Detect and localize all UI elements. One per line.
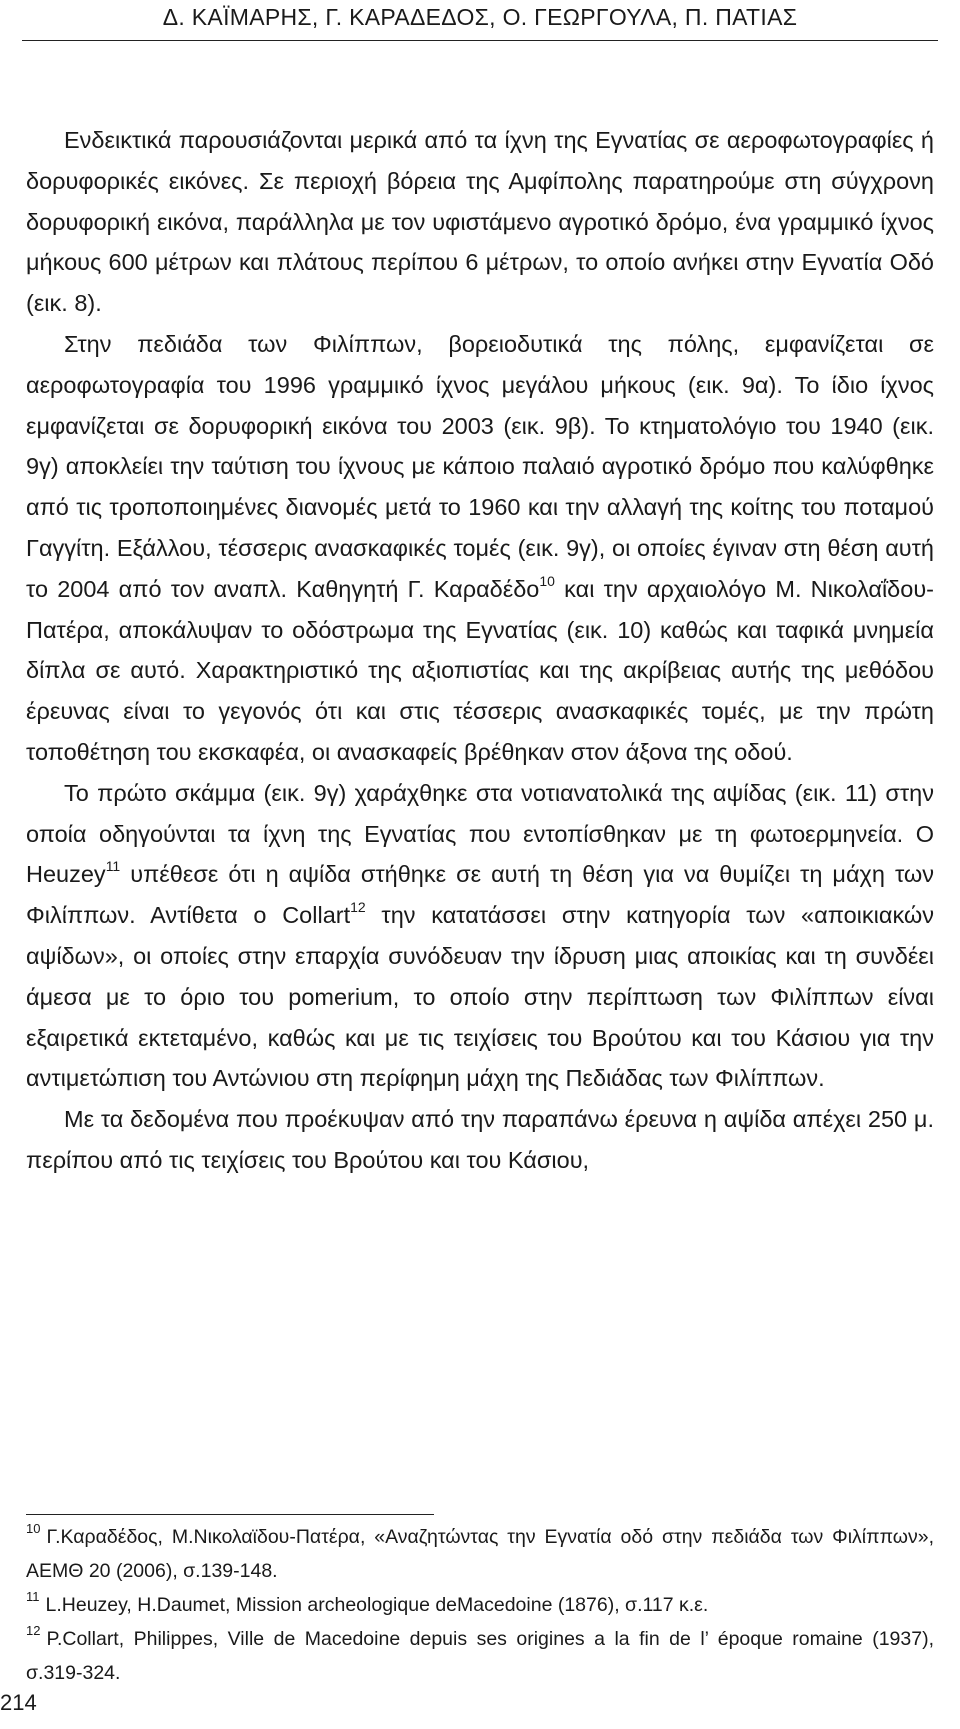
footnote-text: P.Collart, Philippes, Ville de Macedoine depuis ses origines a la fin de l’ époque romaine (1937), σ.319-324. (26, 1628, 934, 1684)
footnotes (26, 1520, 934, 1690)
footnote-ref-11: 11 (105, 858, 121, 875)
running-title: Δ. ΚΑΪΜΑΡΗΣ, Γ. ΚΑΡΑΔΕΔΟΣ, Ο. ΓΕΩΡΓΟΥΛΑ, Π. ΠΑΤΙΑΣ (162, 4, 798, 30)
footnote-text: Γ.Καραδέδος, Μ.Νικολαϊδου-Πατέρα, «Αναζητώντας την Εγνατία οδό στην πεδιάδα των Φιλίππων», ΑΕΜΘ 20 (2006), σ.139-148. (26, 1526, 934, 1582)
running-header (22, 0, 938, 41)
page-number: 214 (0, 1690, 37, 1715)
footnote-number: 12 (26, 1623, 41, 1638)
paragraph-4: Με τα δεδομένα που προέκυψαν από την παραπάνω έρευνα η αψίδα απέχει 250 μ. περίπου από τις τειχίσεις του Βρούτου και του Κάσιου, (26, 1106, 934, 1173)
paragraph-1: Ενδεικτικά παρουσιάζονται μερικά από τα ίχνη της Εγνατίας σε αεροφωτογραφίες ή δορυφορικές εικόνες. Σε περιοχή βόρεια της Αμφίπολης παρατηρούμε στη σύγχρονη δορυφορική εικόνα, παράλληλα με τον υφιστάμενο αγροτικό δρόμο, ένα γραμμικό ίχνος μήκους 600 μέτρων και πλάτους περίπου 6 μέτρων, το οποίο ανήκει στην Εγνατία Οδό (εικ. 8). (26, 127, 934, 317)
footnote-separator (26, 1514, 434, 1515)
paragraph-3-text-b: υπέθεσε ότι η αψίδα στήθηκε σε αυτή τη θέση για να θυμίζει τη μάχη των Φιλίππων. Αντίθετα ο Collart (26, 861, 934, 929)
paragraph-3-text-a: Το πρώτο σκάμμα (εικ. 9γ) χαράχθηκε στα νοτιανατολικά της αψίδας (εικ. 11) στην οποία οδηγούνται τα ίχνη της Εγνατίας που εντοπίσθηκαν με τη φωτοερμηνεία. Ο Heuzey (26, 779, 934, 888)
paragraph-2 (26, 324, 934, 773)
footnote (26, 1622, 934, 1690)
paragraph-2-text-b: και την αρχαιολόγο Μ. Νικολαΐδου-Πατέρα, αποκάλυψαν το οδόστρωμα της Εγνατίας (εικ. 10) καθώς και ταφικά μνημεία δίπλα σε αυτό. Χαρακτηριστικό της αξιοπιστίας και της ακρίβειας αυτής της μεθόδου έρευνας είναι το γεγονός ότι και στις τέσσερις ανασκαφικές τομές, με την πρώτη τοποθέτηση του εκσκαφέα, οι ανασκαφείς βρέθηκαν στον άξονα της οδού. (26, 575, 934, 765)
paragraph-2-text-a: Στην πεδιάδα των Φιλίππων, βορειοδυτικά της πόλης, εμφανίζεται σε αεροφωτογραφία του 1996 γραμμικό ίχνος μεγάλου μήκους (εικ. 9α). Το ίδιο ίχνος εμφανίζεται σε δορυφορική εικόνα του 2003 (εικ. 9β). Το κτηματολόγιο του 1940 (εικ. 9γ) αποκλείει την ταύτιση του ίχνους με κάποιο παλαιό αγροτικό δρόμο που καλύφθηκε από τις τροποποιημένες διανομές μετά το 1960 και την αλλαγή της κοίτης του ποταμού Γαγγίτη. Εξάλλου, τέσσερις ανασκαφικές τομές (εικ. 9γ), οι οποίες έγιναν στη θέση αυτή το 2004 από τον αναπλ. Καθηγητή Γ. Καραδέδο (26, 330, 934, 602)
paragraph-3-text-c: την κατατάσσει στην κατηγορία των «αποικιακών αψίδων», οι οποίες στην επαρχία συνόδευαν την ίδρυση μιας αποικίας και τη συνδέει άμεσα με το όριο του pomerium, το οποίο στην περίπτωση των Φιλίππων είναι εξαιρετικά εκτεταμένο, καθώς και με τις τειχίσεις του Βρούτου και του Κάσιου για την αντιμετώπιση του Αντώνιου στη περίφημη μάχη της Πεδιάδας των Φιλίππων. (26, 902, 934, 1092)
main-text (26, 120, 934, 1181)
footnote-text: L.Heuzey, H.Daumet, Mission archeologique deMacedoine (1876), σ.117 κ.ε. (45, 1594, 709, 1616)
footnote-number: 11 (26, 1589, 40, 1604)
footnote-ref-12: 12 (350, 899, 366, 916)
footnote-ref-10: 10 (539, 572, 555, 589)
footnote (26, 1588, 934, 1622)
paragraph-3 (26, 773, 934, 1099)
footnote (26, 1520, 934, 1588)
footnote-number: 10 (26, 1521, 41, 1536)
